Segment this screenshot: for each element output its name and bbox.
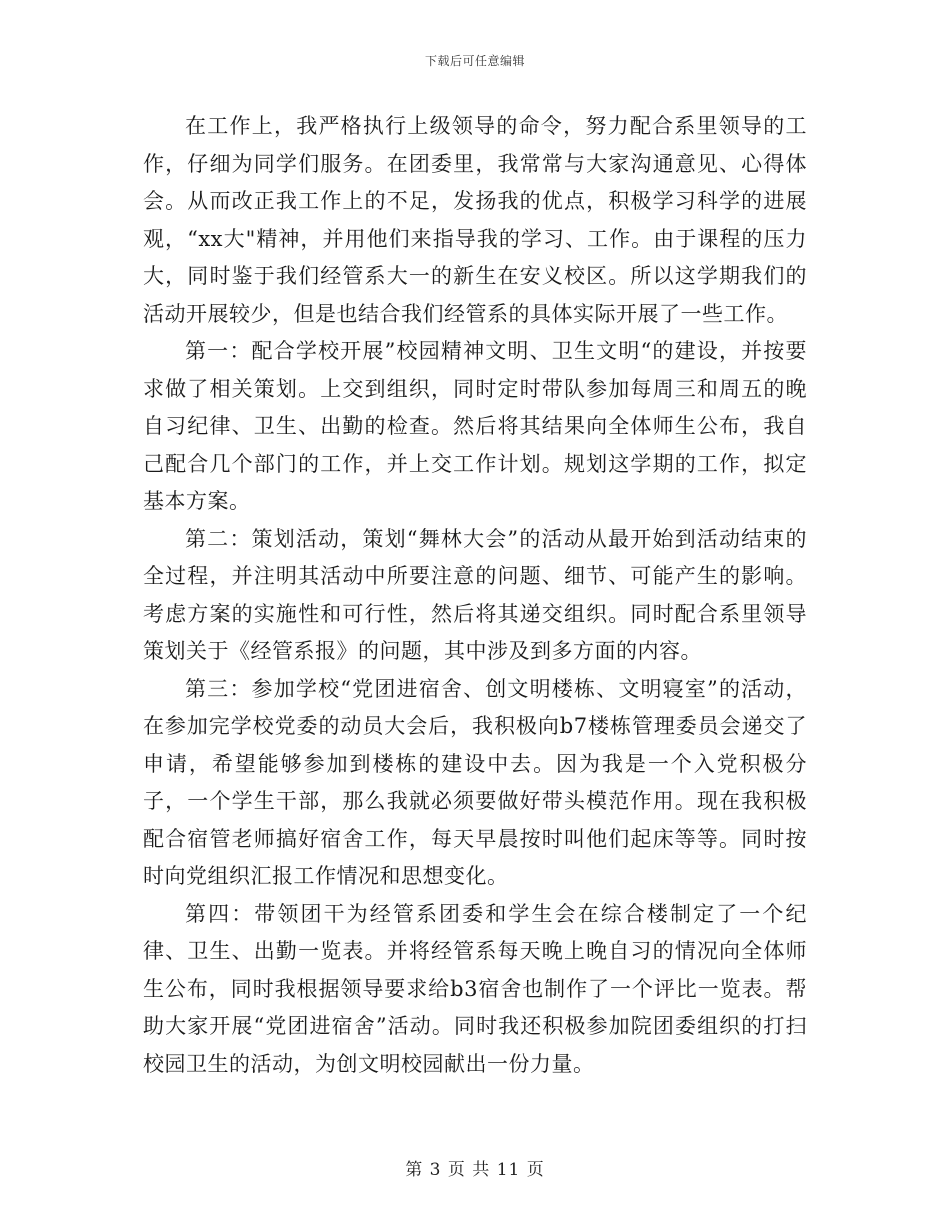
paragraph-item-3: 第三：参加学校“党团进宿舍、创文明楼栋、文明寝室”的活动，在参加完学校党委的动员大会后，我积极向b7楼栋管理委员会递交了申请，希望能够参加到楼栋的建设中去。因为我是一个入党积极分子，一个学生干部，那么我就必须要做好带头模范作用。现在我积极配合宿管老师搞好宿舍工作，每天早晨按时叫他们起床等等。同时按时向党组织汇报工作情况和思想变化。 bbox=[143, 676, 807, 888]
page-number-footer: 第 3 页 共 11 页 bbox=[405, 1160, 545, 1180]
paragraph-intro: 在工作上，我严格执行上级领导的命令，努力配合系里领导的工作，仔细为同学们服务。在团委里，我常常与大家沟通意见、心得体会。从而改正我工作上的不足，发扬我的优点，积极学习科学的进展观，“xx大"精神，并用他们来指导我的学习、工作。由于课程的压力大，同时鉴于我们经管系大一的新生在安义校区。所以这学期我们的活动开展较少，但是也结合我们经管系的具体实际开展了一些工作。 bbox=[143, 114, 807, 326]
paragraph-item-2: 第二：策划活动，策划“舞林大会”的活动从最开始到活动结束的全过程，并注明其活动中所要注意的问题、细节、可能产生的影响。考虑方案的实施性和可行性，然后将其递交组织。同时配合系里领导策划关于《经管系报》的问题，其中涉及到多方面的内容。 bbox=[143, 526, 807, 663]
paragraph-item-1: 第一：配合学校开展”校园精神文明、卫生文明“的建设，并按要求做了相关策划。上交到组织，同时定时带队参加每周三和周五的晚自习纪律、卫生、出勤的检查。然后将其结果向全体师生公布，我自己配合几个部门的工作，并上交工作计划。规划这学期的工作，拟定基本方案。 bbox=[143, 339, 807, 513]
page-header: 下载后可任意编辑 bbox=[424, 54, 525, 68]
paragraph-item-4: 第四：带领团干为经管系团委和学生会在综合楼制定了一个纪律、卫生、出勤一览表。并将经管系每天晚上晚自习的情况向全体师生公布，同时我根据领导要求给b3宿舍也制作了一个评比一览表。帮助大家开展“党团进宿舍”活动。同时我还积极参加院团委组织的打扫校园卫生的活动，为创文明校园献出一份力量。 bbox=[143, 901, 807, 1076]
document-body bbox=[143, 108, 807, 1083]
